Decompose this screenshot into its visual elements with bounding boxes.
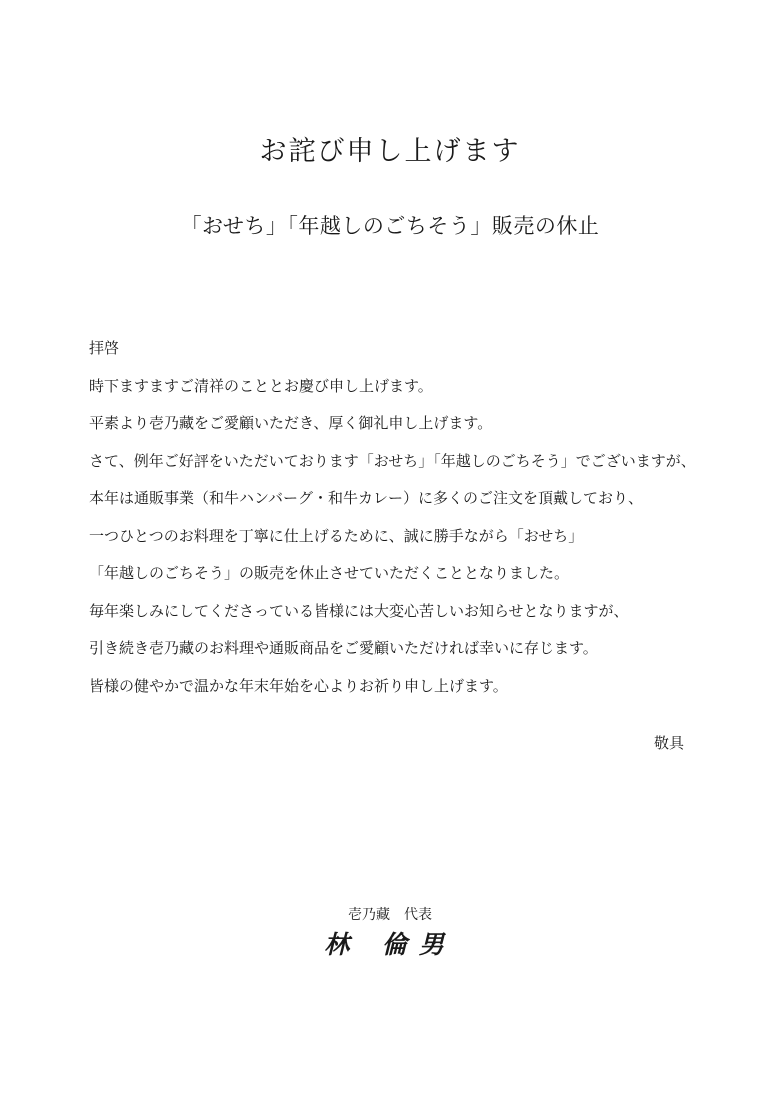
body-line: 本年は通販事業（和牛ハンバーグ・和牛カレー）に多くのご注文を頂戴しており、 (89, 489, 643, 507)
body-line: さて、例年ご好評をいただいております「おせち」「年越しのごちそう」でございますが、 (89, 451, 696, 470)
body-line: 毎年楽しみにしてくださっている皆様には大変心苦しいお知らせとなりますが、 (89, 601, 629, 620)
body-line: 「年越しのごちそう」の販売を休止させていただくこととなりました。 (89, 564, 570, 582)
page-title: お詫び申し上げます (259, 136, 521, 167)
letter-body (89, 337, 699, 712)
closing-phrase: 敬具 (653, 734, 684, 752)
body-line: 引き続き壱乃藏のお料理や通販商品をご愛顧いただければ幸いに存じます。 (89, 639, 598, 657)
page-subtitle: 「おせち」「年越しのごちそう」販売の休止 (180, 214, 600, 238)
body-line-salutation: 拝啓 (89, 339, 120, 357)
signature: 林 倫男 (324, 930, 456, 959)
body-line: 平素より壱乃藏をご愛顧いただき、厚く御礼申し上げます。 (89, 414, 493, 432)
sender-line: 壱乃藏 代表 (348, 907, 432, 923)
body-line: 皆様の健やかで温かな年末年始を心よりお祈り申し上げます。 (89, 676, 508, 695)
body-line: 時下ますますご清祥のこととお慶び申し上げます。 (89, 376, 433, 395)
body-line: 一つひとつのお料理を丁寧に仕上げるために、誠に勝手ながら「おせち」 (89, 526, 584, 545)
